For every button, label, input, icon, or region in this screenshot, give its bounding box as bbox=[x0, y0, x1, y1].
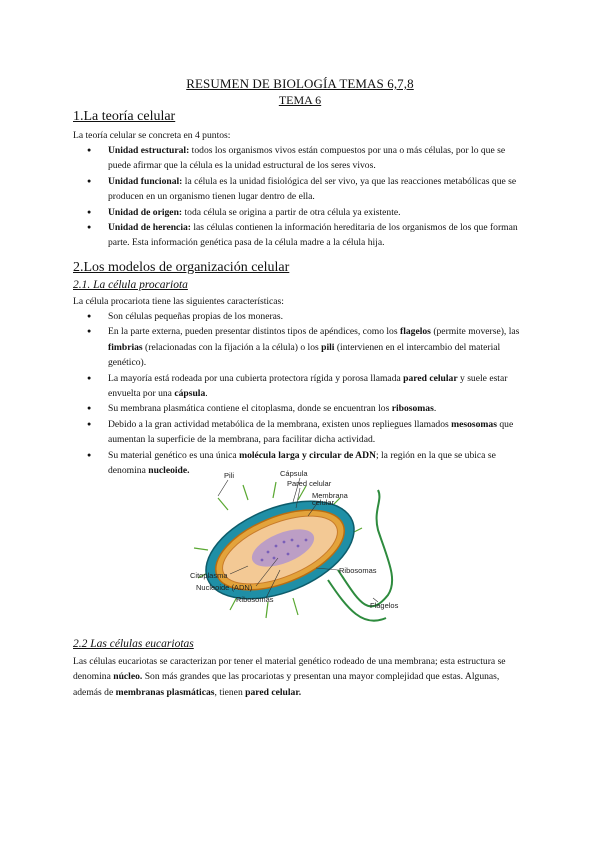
list-item bbox=[73, 174, 528, 205]
document-title: RESUMEN DE BIOLOGÍA TEMAS 6,7,8 bbox=[186, 76, 414, 91]
label-flagelos: Flagelos bbox=[370, 601, 399, 610]
list-item bbox=[73, 143, 528, 174]
label-membrana-1: Membrana bbox=[312, 491, 348, 500]
list-item: ● En la parte externa, pueden presentar distintos tipos de apéndices, como los flagelos (permite moverse), las fimbrias (relacionadas con la fijación a la célula) o los pili (intervienen en el intercambio del material genético). bbox=[73, 324, 528, 370]
eucariota-paragraph: Las células eucariotas se caracterizan por tener el material genético rodeado de una membrana; esta estructura se denomina núcleo. Son más grandes que las procariotas y presentan una mayor complejidad que estas. Algunas, además de membranas plasmáticas, tienen pared celular. bbox=[73, 656, 506, 698]
subsection-2-2-heading: 2.2 Las células eucariotas bbox=[73, 638, 194, 650]
item-text: toda célula se origina a partir de otra célula ya existente. bbox=[182, 206, 401, 218]
procariota-list bbox=[73, 309, 528, 478]
label-ribosomas-small: Ribosomas bbox=[339, 566, 377, 575]
section1-intro: La teoría celular se concreta en 4 puntos: bbox=[73, 130, 231, 141]
label-ribosomas: Ribosomas bbox=[236, 595, 274, 604]
subsection-2-1-intro: La célula procariota tiene las siguientes características: bbox=[73, 296, 284, 307]
item-text: la célula es la unidad fisiológica del ser vivo, ya que las reacciones metabólicas que se producen en un organismo tienen lugar dentro de ella. bbox=[108, 175, 517, 203]
label-pared: Pared celular bbox=[287, 479, 332, 488]
section1-list bbox=[73, 143, 528, 251]
item-term: Unidad de herencia: bbox=[108, 222, 191, 234]
item-text: todos los organismos vivos están compuestos por una o más células, por lo que se puede afirmar que la célula es la unidad estructural de los seres vivos. bbox=[108, 145, 506, 172]
label-citoplasma: Citoplasma bbox=[190, 571, 228, 580]
list-item bbox=[73, 220, 528, 251]
list-item: ● Su membrana plasmática contiene el citoplasma, donde se encuentran los ribosomas. bbox=[73, 401, 528, 416]
prokaryotic-cell-diagram bbox=[188, 470, 408, 630]
item-text: las células contienen la información hereditaria de los organismos de los que forman parte. Esta información genética pasa de la célula madre a la célula hija. bbox=[108, 222, 518, 249]
item-term: Unidad funcional: bbox=[108, 175, 183, 187]
label-nucleoide: Nucleoide (ADN) bbox=[196, 583, 253, 592]
list-item: ● Su material genético es una única molécula larga y circular de ADN; la región en la que se ubica se denomina nucleoide. bbox=[73, 448, 528, 479]
label-pili: Pili bbox=[224, 471, 235, 480]
list-item: ● La mayoría está rodeada por una cubierta protectora rígida y porosa llamada pared celular y suele estar envuelta por una cápsula. bbox=[73, 371, 528, 402]
item-term: Unidad de origen: bbox=[108, 206, 183, 218]
document-subtitle: TEMA 6 bbox=[278, 93, 322, 107]
section1-heading: 1.La teoría celular bbox=[73, 109, 176, 124]
section2-heading: 2.Los modelos de organización celular bbox=[73, 260, 290, 275]
label-membrana-2: celular bbox=[312, 498, 335, 507]
item-term: Unidad estructural: bbox=[108, 145, 190, 156]
list-item bbox=[73, 205, 528, 220]
list-item: ● Debido a la gran actividad metabólica de la membrana, existen unos repliegues llamados mesosomas que aumentan la superficie de la membrana, para facilitar dicha actividad. bbox=[73, 417, 528, 448]
list-item: ● Son células pequeñas propias de los moneras. bbox=[73, 309, 528, 324]
subsection-2-1-heading: 2.1. La célula procariota bbox=[73, 279, 188, 291]
label-capsula: Cápsula bbox=[280, 470, 308, 478]
